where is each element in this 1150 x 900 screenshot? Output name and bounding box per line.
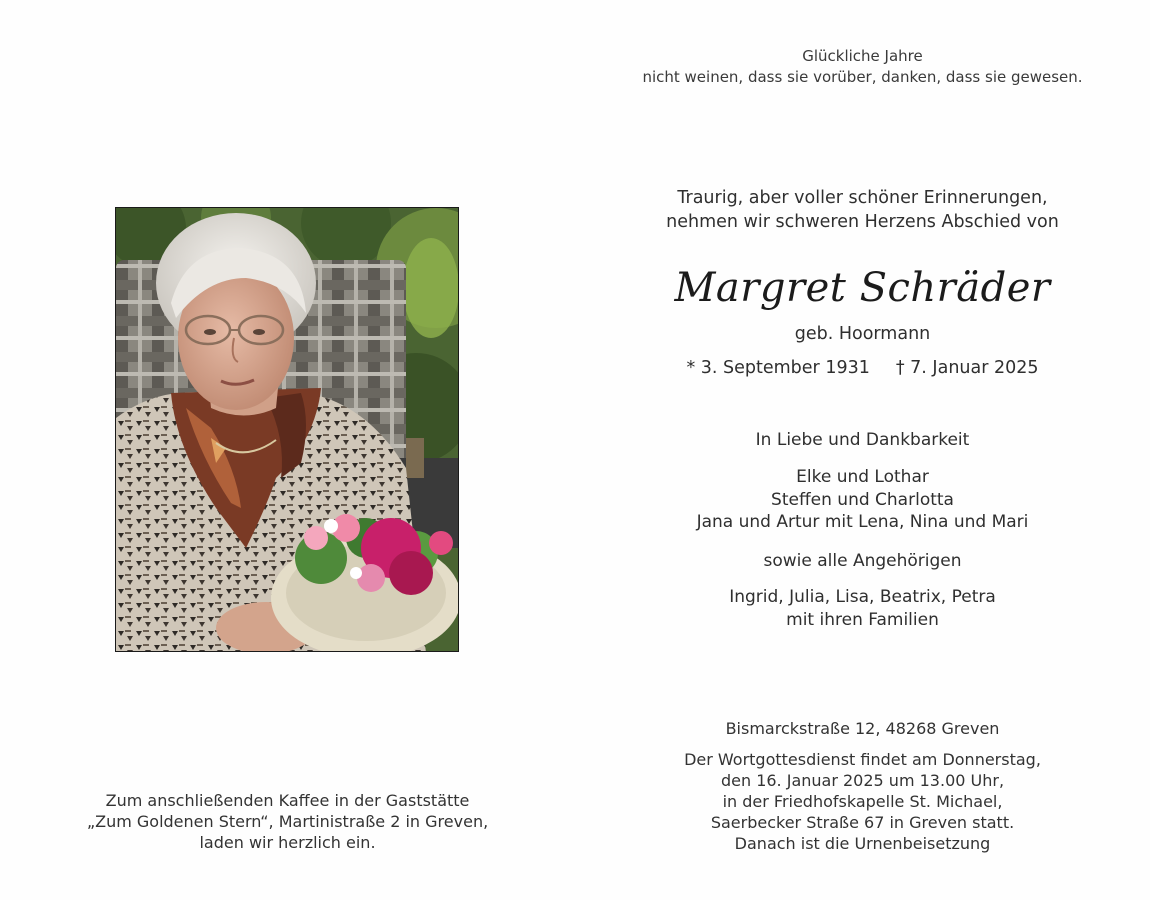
- coffee-line: laden wir herzlich ein.: [199, 833, 376, 852]
- intro-text: [620, 186, 1105, 234]
- home-address: Bismarckstraße 12, 48268 Greven: [725, 719, 1000, 738]
- mourners-heading: In Liebe und Dankbarkeit: [755, 430, 970, 450]
- family-line: Steffen und Charlotta: [771, 489, 954, 510]
- service-info: [620, 749, 1105, 854]
- service-line: Danach ist die Urnenbeisetzung: [734, 834, 991, 853]
- portrait-photo: [115, 207, 459, 652]
- portrait-photo-icon: [116, 208, 459, 652]
- service-line: Der Wortgottesdienst findet am Donnerstag,: [684, 750, 1041, 769]
- family-list: [620, 466, 1105, 534]
- coffee-line: Zum anschließenden Kaffee in der Gaststätte: [105, 791, 470, 810]
- intro-line-2: nehmen wir schweren Herzens Abschied von: [666, 212, 1059, 232]
- intro-line-1: Traurig, aber voller schöner Erinnerungen,: [677, 188, 1048, 208]
- motto-line-1: Glückliche Jahre: [802, 47, 923, 65]
- service-line: den 16. Januar 2025 um 13.00 Uhr,: [720, 771, 1005, 790]
- service-line: in der Friedhofskapelle St. Michael,: [722, 792, 1003, 811]
- others-list: [620, 586, 1105, 631]
- coffee-invitation: [60, 790, 515, 853]
- birth-name: geb. Hoormann: [794, 324, 931, 344]
- death-date: † 7. Januar 2025: [895, 358, 1039, 378]
- family-line: Elke und Lothar: [796, 467, 929, 487]
- life-dates: [620, 356, 1105, 380]
- deceased-name: Margret Schräder: [674, 265, 1051, 311]
- service-line: Saerbecker Straße 67 in Greven statt.: [710, 813, 1015, 832]
- others-line: mit ihren Familien: [786, 609, 939, 630]
- family-line: Jana und Artur mit Lena, Nina und Mari: [696, 512, 1029, 532]
- birth-date: * 3. September 1931: [686, 358, 870, 378]
- motto-line-2: nicht weinen, dass sie vorüber, danken, dass sie gewesen.: [642, 68, 1083, 86]
- coffee-line: „Zum Goldenen Stern“, Martinistraße 2 in Greven,: [86, 812, 489, 831]
- others-line: Ingrid, Julia, Lisa, Beatrix, Petra: [729, 587, 996, 607]
- relatives-line: sowie alle Angehörigen: [763, 551, 962, 571]
- motto: [620, 46, 1105, 88]
